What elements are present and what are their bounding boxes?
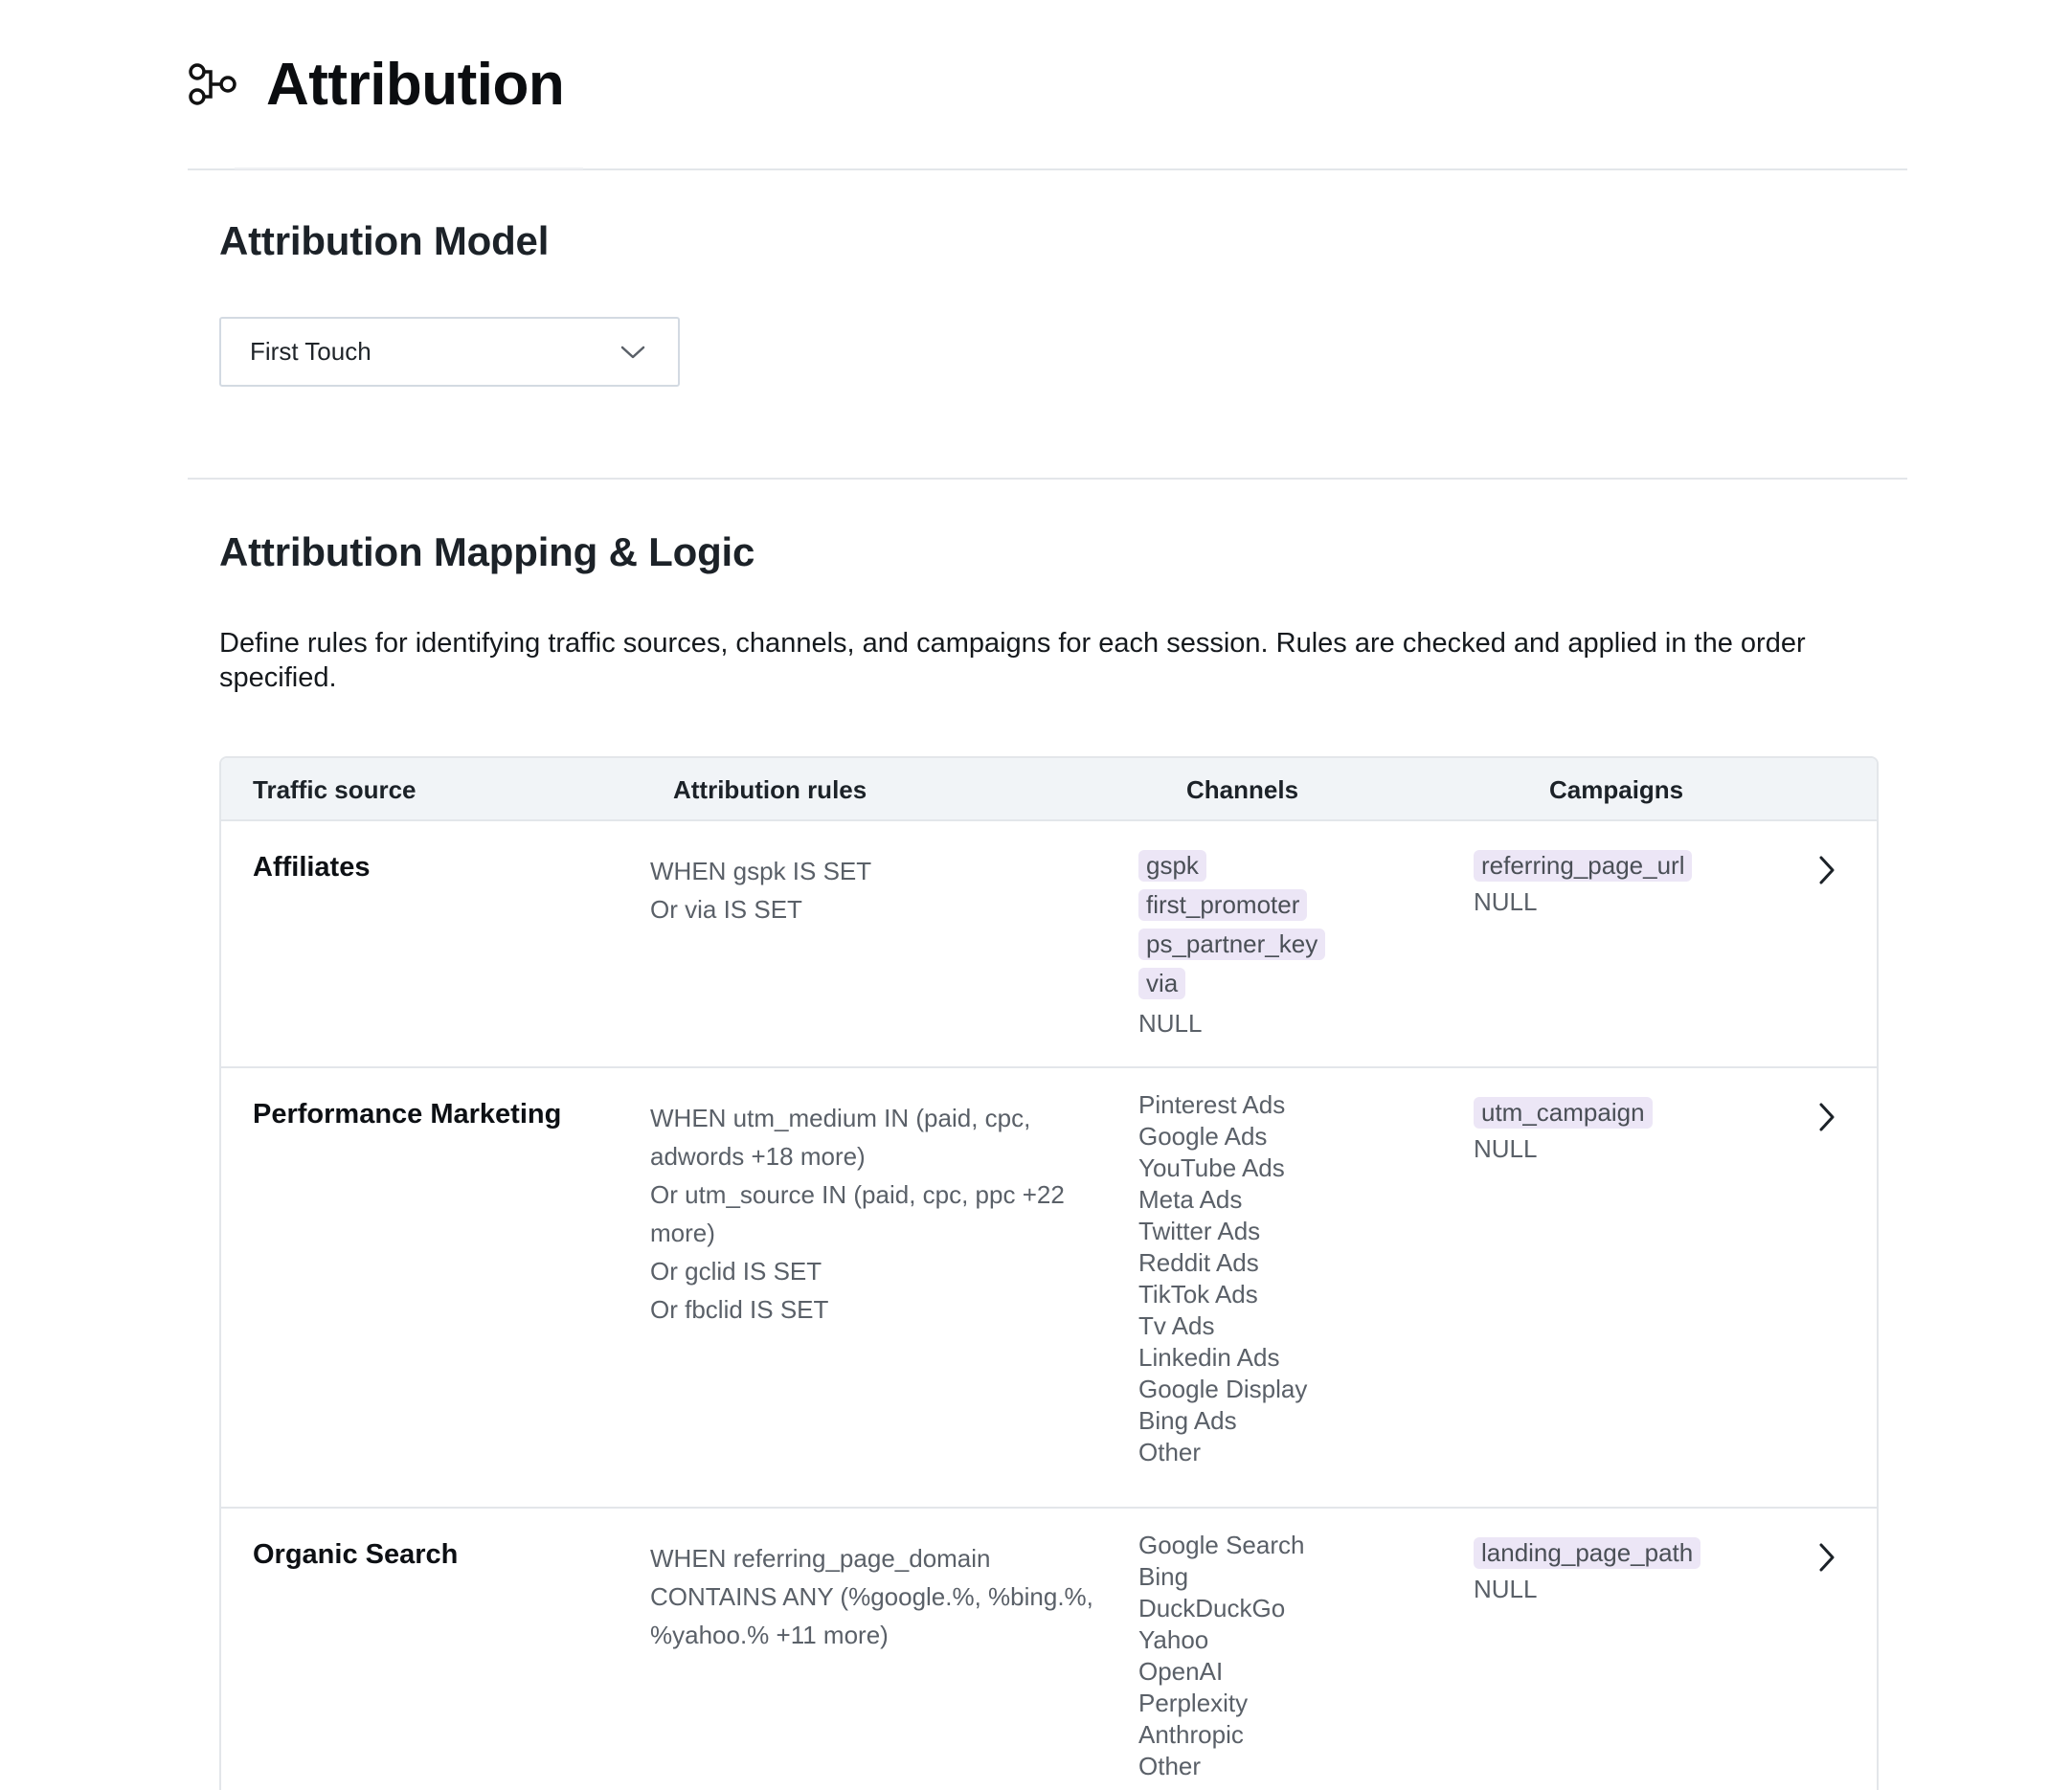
channel-item: YouTube Ads bbox=[1138, 1153, 1285, 1182]
channel-item: Google Search bbox=[1138, 1531, 1305, 1559]
channel-item: Perplexity bbox=[1138, 1689, 1249, 1717]
channel-item: Bing Ads bbox=[1138, 1406, 1237, 1435]
table-row-organic-search[interactable] bbox=[221, 1509, 1877, 1790]
campaign-null: NULL bbox=[1474, 1575, 1538, 1603]
chevron-right-icon[interactable] bbox=[1817, 855, 1836, 885]
channel-item: Google Display bbox=[1138, 1375, 1308, 1403]
table-header bbox=[221, 758, 1877, 821]
channel-item: Anthropic bbox=[1138, 1720, 1244, 1749]
channel-item: Reddit Ads bbox=[1138, 1248, 1259, 1277]
chevron-down-icon bbox=[620, 345, 645, 360]
campaign-chip: landing_page_path bbox=[1474, 1537, 1700, 1569]
channel-item: Twitter Ads bbox=[1138, 1217, 1261, 1245]
rule-line: WHEN referring_page_domain bbox=[650, 1544, 991, 1573]
column-header-channels: Channels bbox=[1186, 775, 1299, 804]
channel-chip: first_promoter bbox=[1138, 889, 1307, 921]
channel-chip: ps_partner_key bbox=[1138, 929, 1325, 960]
campaign-null: NULL bbox=[1474, 1134, 1538, 1163]
channel-item: Bing bbox=[1138, 1562, 1189, 1591]
mapping-description: Define rules for identifying traffic sources, channels, and campaigns for each session. Rules are checked and applied in the order specified. bbox=[219, 628, 1806, 693]
attribution-mapping-heading: Attribution Mapping & Logic bbox=[219, 529, 755, 574]
channel-null: NULL bbox=[1138, 1009, 1203, 1038]
campaigns-cell bbox=[1474, 1097, 1653, 1165]
page-title: Attribution bbox=[266, 51, 565, 118]
rule-line: adwords +18 more) bbox=[650, 1142, 866, 1171]
attribution-rules-cell bbox=[650, 1099, 1110, 1329]
campaign-null: NULL bbox=[1474, 887, 1538, 916]
table-row-affiliates[interactable] bbox=[221, 821, 1877, 1068]
rule-line: Or gclid IS SET bbox=[650, 1257, 822, 1286]
channel-item: DuckDuckGo bbox=[1138, 1594, 1286, 1622]
table-row-performance-marketing[interactable] bbox=[221, 1068, 1877, 1509]
column-header-campaigns: Campaigns bbox=[1549, 775, 1684, 804]
channel-item: Meta Ads bbox=[1138, 1185, 1243, 1214]
channel-item: Google Ads bbox=[1138, 1122, 1268, 1151]
channel-item: Yahoo bbox=[1138, 1625, 1209, 1654]
channel-chip: via bbox=[1138, 968, 1185, 999]
channels-cell bbox=[1138, 1530, 1304, 1782]
channel-chip: gspk bbox=[1138, 850, 1206, 882]
channel-item: Other bbox=[1138, 1752, 1202, 1780]
attribution-rules-table bbox=[219, 756, 1879, 1790]
attribution-rules-cell bbox=[650, 852, 1110, 929]
column-header-attribution-rules: Attribution rules bbox=[673, 775, 867, 804]
rule-line: Or via IS SET bbox=[650, 895, 802, 924]
flow-nodes-icon bbox=[188, 63, 237, 105]
channel-item: Linkedin Ads bbox=[1138, 1343, 1280, 1372]
rule-line: WHEN gspk IS SET bbox=[650, 857, 872, 885]
rule-line: WHEN utm_medium IN (paid, cpc, bbox=[650, 1104, 1031, 1132]
traffic-source-name: Performance Marketing bbox=[253, 1099, 562, 1130]
channel-item: OpenAI bbox=[1138, 1657, 1224, 1686]
channel-item: Tv Ads bbox=[1138, 1311, 1215, 1340]
chevron-right-icon[interactable] bbox=[1817, 1542, 1836, 1573]
rule-line: %yahoo.% +11 more) bbox=[650, 1621, 889, 1649]
channels-cell bbox=[1138, 850, 1325, 1040]
channel-item: TikTok Ads bbox=[1138, 1280, 1258, 1309]
traffic-source-name: Affiliates bbox=[253, 852, 371, 883]
rule-line: more) bbox=[650, 1219, 715, 1247]
attribution-model-select[interactable] bbox=[219, 317, 680, 387]
page-header bbox=[188, 46, 564, 123]
header-tab-underline bbox=[235, 168, 583, 169]
campaigns-cell bbox=[1474, 850, 1692, 918]
traffic-source-name: Organic Search bbox=[253, 1539, 459, 1570]
chevron-right-icon[interactable] bbox=[1817, 1102, 1836, 1132]
column-header-traffic-source: Traffic source bbox=[253, 775, 417, 804]
channel-item: Other bbox=[1138, 1438, 1202, 1466]
campaign-chip: utm_campaign bbox=[1474, 1097, 1653, 1129]
rule-line: CONTAINS ANY (%google.%, %bing.%, bbox=[650, 1582, 1093, 1611]
rule-line: Or utm_source IN (paid, cpc, ppc +22 bbox=[650, 1180, 1065, 1209]
attribution-model-heading: Attribution Model bbox=[219, 218, 550, 263]
campaign-chip: referring_page_url bbox=[1474, 850, 1692, 882]
campaigns-cell bbox=[1474, 1537, 1700, 1605]
rule-line: Or fbclid IS SET bbox=[650, 1295, 829, 1324]
channel-item: Pinterest Ads bbox=[1138, 1090, 1286, 1119]
section-divider bbox=[188, 478, 1907, 480]
attribution-rules-cell bbox=[650, 1539, 1110, 1654]
channels-cell bbox=[1138, 1089, 1307, 1468]
attribution-model-value: First Touch bbox=[250, 337, 372, 366]
